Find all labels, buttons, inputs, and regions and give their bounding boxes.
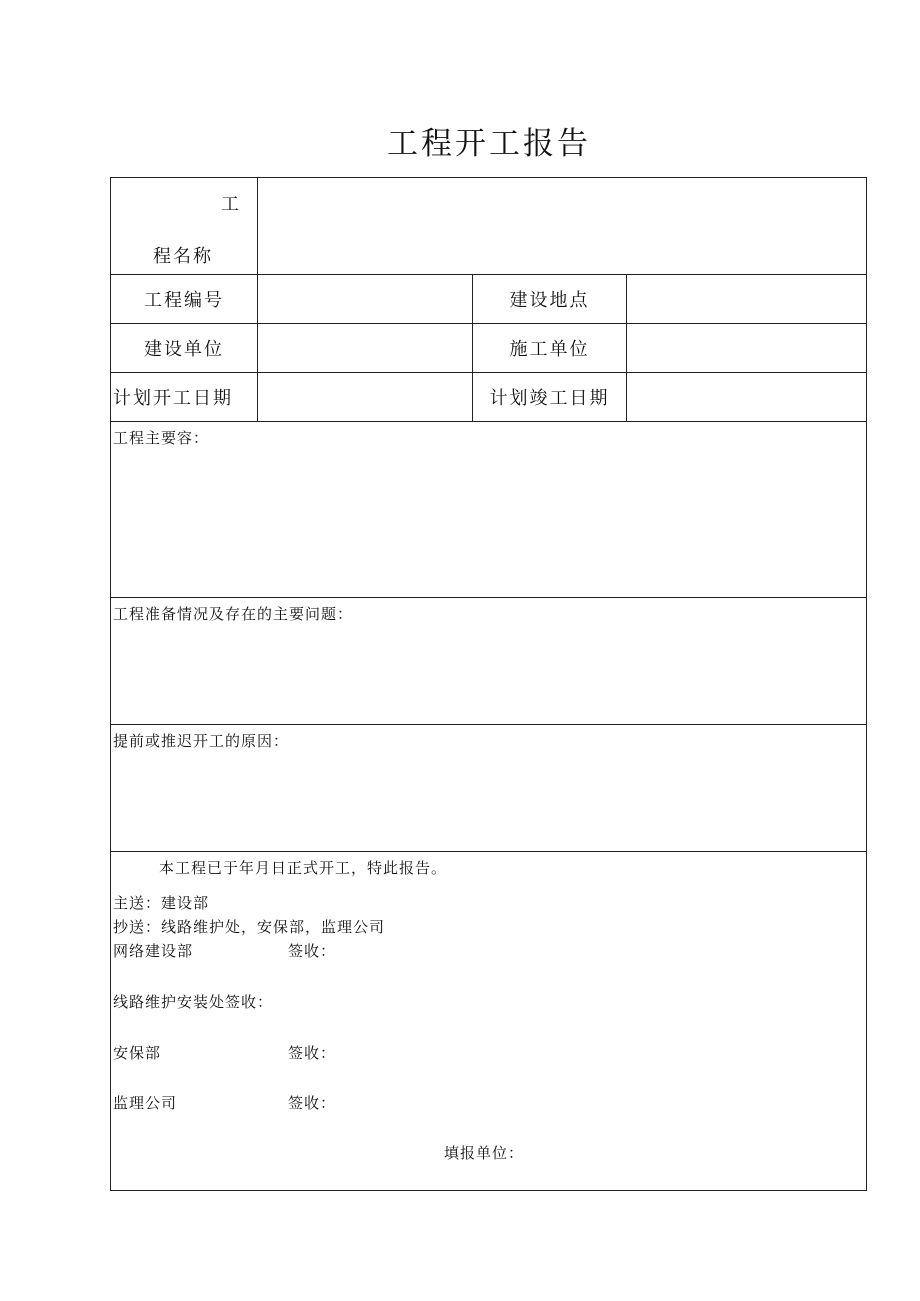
main-content-field[interactable] xyxy=(111,422,867,598)
reason-field[interactable] xyxy=(111,725,867,852)
main-content-label: 工程主要容： xyxy=(113,429,210,447)
project-number-field[interactable] xyxy=(258,275,473,324)
preparation-row xyxy=(111,598,867,725)
planned-completion-date-label: 计划竣工日期 xyxy=(473,373,627,422)
project-name-label-part1: 工 xyxy=(221,194,239,215)
contractor-unit-field[interactable] xyxy=(627,324,867,373)
start-statement: 本工程已于年月日正式开工，特此报告。 xyxy=(159,859,448,877)
reason-row xyxy=(111,725,867,852)
project-name-field[interactable] xyxy=(258,178,867,275)
contractor-unit-label: 施工单位 xyxy=(473,324,627,373)
planned-start-date-field[interactable] xyxy=(258,373,473,422)
filler-unit: 填报单位： xyxy=(444,1144,525,1162)
sign-security-dept-label: 签收： xyxy=(288,1044,337,1062)
sign-network-dept-label: 签收： xyxy=(288,942,337,960)
owner-unit-field[interactable] xyxy=(258,324,473,373)
planned-start-date-label: 计划开工日期 xyxy=(111,373,258,422)
copy-to-line: 抄送：线路维护处，安保部，监理公司 xyxy=(113,918,386,936)
main-content-row xyxy=(111,422,867,598)
planned-completion-date-field[interactable] xyxy=(627,373,867,422)
form-row xyxy=(111,275,867,324)
sign-supervision-company-label: 签收： xyxy=(288,1094,337,1112)
sign-supervision-company: 监理公司 xyxy=(113,1094,178,1112)
sign-network-dept: 网络建设部 xyxy=(113,942,194,960)
final-section xyxy=(111,852,867,1191)
sign-maintenance-dept: 线路维护安装处签收： xyxy=(113,993,274,1011)
project-name-row xyxy=(111,178,867,275)
form-row xyxy=(111,373,867,422)
project-name-label-part2: 程名称 xyxy=(153,246,213,267)
preparation-field[interactable] xyxy=(111,598,867,725)
report-form xyxy=(110,177,867,1191)
project-number-label: 工程编号 xyxy=(111,275,258,324)
form-row xyxy=(111,324,867,373)
sign-security-dept: 安保部 xyxy=(113,1044,162,1062)
page-title: 工程开工报告 xyxy=(387,126,591,162)
owner-unit-label: 建设单位 xyxy=(111,324,258,373)
reason-label: 提前或推迟开工的原因： xyxy=(113,732,290,750)
construction-site-label: 建设地点 xyxy=(473,275,627,324)
send-to-line: 主送：建设部 xyxy=(113,894,210,912)
project-name-label xyxy=(111,178,258,275)
construction-site-field[interactable] xyxy=(627,275,867,324)
final-row xyxy=(111,852,867,1191)
preparation-label: 工程准备情况及存在的主要问题： xyxy=(113,605,354,623)
